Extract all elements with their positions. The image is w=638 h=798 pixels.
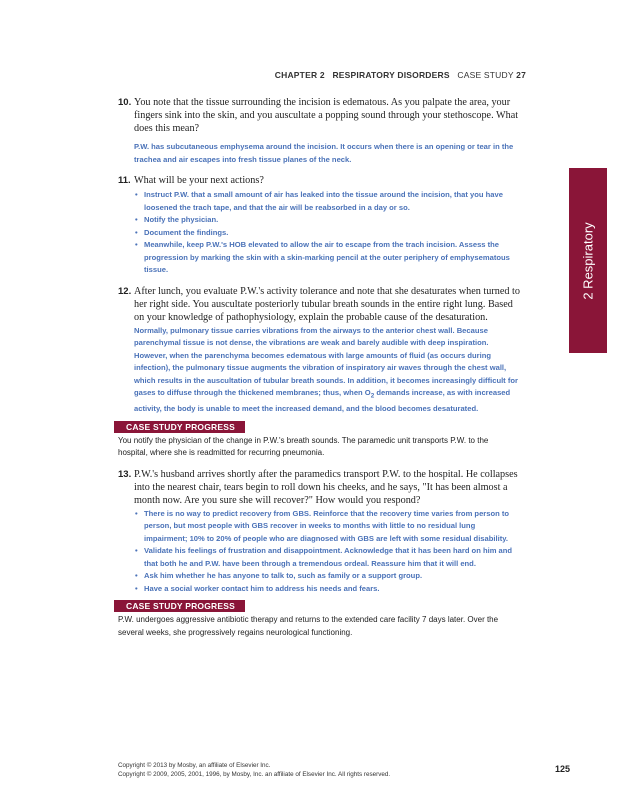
question-13 [118,468,520,507]
answer-bullet [118,583,520,596]
page-number: 125 [555,764,571,774]
case-study-progress-text: You notify the physician of the change in P.W.'s breath sounds. The paramedic unit transports P.W. to the hospital, where she is readmitted for recurring pneumonia. [118,435,489,458]
bullet-icon: • [135,546,138,556]
bullet-text: Ask him whether he has anyone to talk to, such as family or a support group. [144,571,423,581]
bullet-text: Validate his feelings of frustration and disappointment. Acknowledge that it has been hard on him and that both he and P.W. have been through a tremendous ordeal. Reassure him that it will end. [144,546,513,568]
case-study-progress-label: CASE STUDY PROGRESS [114,421,245,433]
bullet-text: Have a social worker contact him to address his needs and fears. [144,583,380,593]
side-tab-label: 2 Respiratory [580,221,596,300]
answer-bullet [118,189,520,214]
bullet-text: Instruct P.W. that a small amount of air has leaked into the tissue around the incision, that you have loosened the trach tape, and that the air will be reabsorbed in a day or so. [144,190,503,212]
section-label: RESPIRATORY DISORDERS [332,70,450,80]
subscript: 2 [370,392,375,400]
answer-text: Normally, pulmonary tissue carries vibrations from the airways to the anterior chest wall. Because parenchymal tissue is not dense, the vibrations are weak and barely audible with deep inspiration. However, when the parenchyma becomes edematous with large amounts of fluid (as occurs during infection), the pulmonary tissue augments the vibration of inspiratory air waves through the chest wall, which results in the auscultation of tubular breath sounds. In addition, it becomes increasingly difficult for gases to diffuse through the thickened membranes; thus, when O [134,325,518,397]
question-12 [118,285,520,324]
case-study-progress-label: CASE STUDY PROGRESS [114,600,245,612]
bullet-icon: • [135,227,138,237]
question-10 [118,96,520,135]
question-text: P.W.'s husband arrives shortly after the paramedics transport P.W. to the hospital. He collapses into the nearest chair, tears begin to roll down his cheeks, and he says, "It has been almost a month now. Are you sure she will recover?" How would you respond? [134,468,518,506]
question-number: 12. [118,285,132,297]
case-study-progress-text: P.W. undergoes aggressive antibiotic therapy and returns to the extended care facility 7 days later. Over the several weeks, she progressively regains neurological functioning. [118,615,499,637]
answer-12 [118,325,520,416]
question-number: 13. [118,468,132,480]
answer-bullet [118,227,520,240]
case-study-number: 27 [516,70,526,80]
case-study-label: CASE STUDY [457,70,514,80]
bullet-icon: • [135,583,138,593]
answer-bullet [118,545,520,570]
question-number: 11. [118,175,131,186]
copyright-line: Copyright © 2013 by Mosby, an affiliate of Elsevier Inc. [118,762,271,769]
bullet-icon: • [135,215,138,224]
bullet-icon: • [135,508,138,518]
question-number: 10. [118,97,132,108]
bullet-text: Document the findings. [144,227,229,237]
chapter-side-tab [569,168,607,353]
bullet-icon: • [135,190,138,199]
answer-text-continued: demands increase, as with increased activity, the body is unable to meet the increased demand, and the blood becomes desaturated. [134,388,511,414]
question-text: After lunch, you evaluate P.W.'s activity tolerance and note that she desaturates when turned to her right side. You auscultate posteriorly tubular breath sounds in the entire right lung. Based on your knowledge of pathophysiology, explain the probable cause of the desaturation. [134,285,520,323]
copyright-footer [118,762,390,779]
answer-bullet [118,214,520,227]
bullet-icon: • [135,571,138,581]
question-text: You note that the tissue surrounding the incision is edematous. As you palpate the area, your fingers sink into the skin, and you auscultate a popping sound through your stethoscope. What does this mean? [134,97,519,134]
page-content [118,96,520,639]
bullet-icon: • [135,240,138,249]
bullet-text: Notify the physician. [144,215,219,224]
bullet-text: Meanwhile, keep P.W.'s HOB elevated to allow the air to escape from the trach incision. Assess the progression by marking the skin with a skin-marking pencil at the outer periphery of emphysematous tissue. [144,240,510,274]
running-header [275,70,526,80]
copyright-line: Copyright © 2009, 2005, 2001, 1996, by Mosby, Inc. an affiliate of Elsevier Inc. All rights reserved. [118,770,391,778]
question-text: What will be your next actions? [134,175,264,186]
answer-bullet [118,570,520,583]
chapter-label: CHAPTER 2 [274,70,325,80]
answer-bullet [118,508,520,546]
bullet-text: There is no way to predict recovery from GBS. Reinforce that the recovery time varies from person to person, but most people with GBS recover in weeks to months with little to no residual lung impairment; 10% to 20% of people who are diagnosed with GBS are left with some residual disability. [144,508,510,543]
answer-bullet [118,239,520,277]
answer-10: P.W. has subcutaneous emphysema around the incision. It occurs when there is an opening or tear in the trachea and air escapes into fresh tissue planes of the neck. [134,142,514,164]
question-11 [118,174,520,187]
